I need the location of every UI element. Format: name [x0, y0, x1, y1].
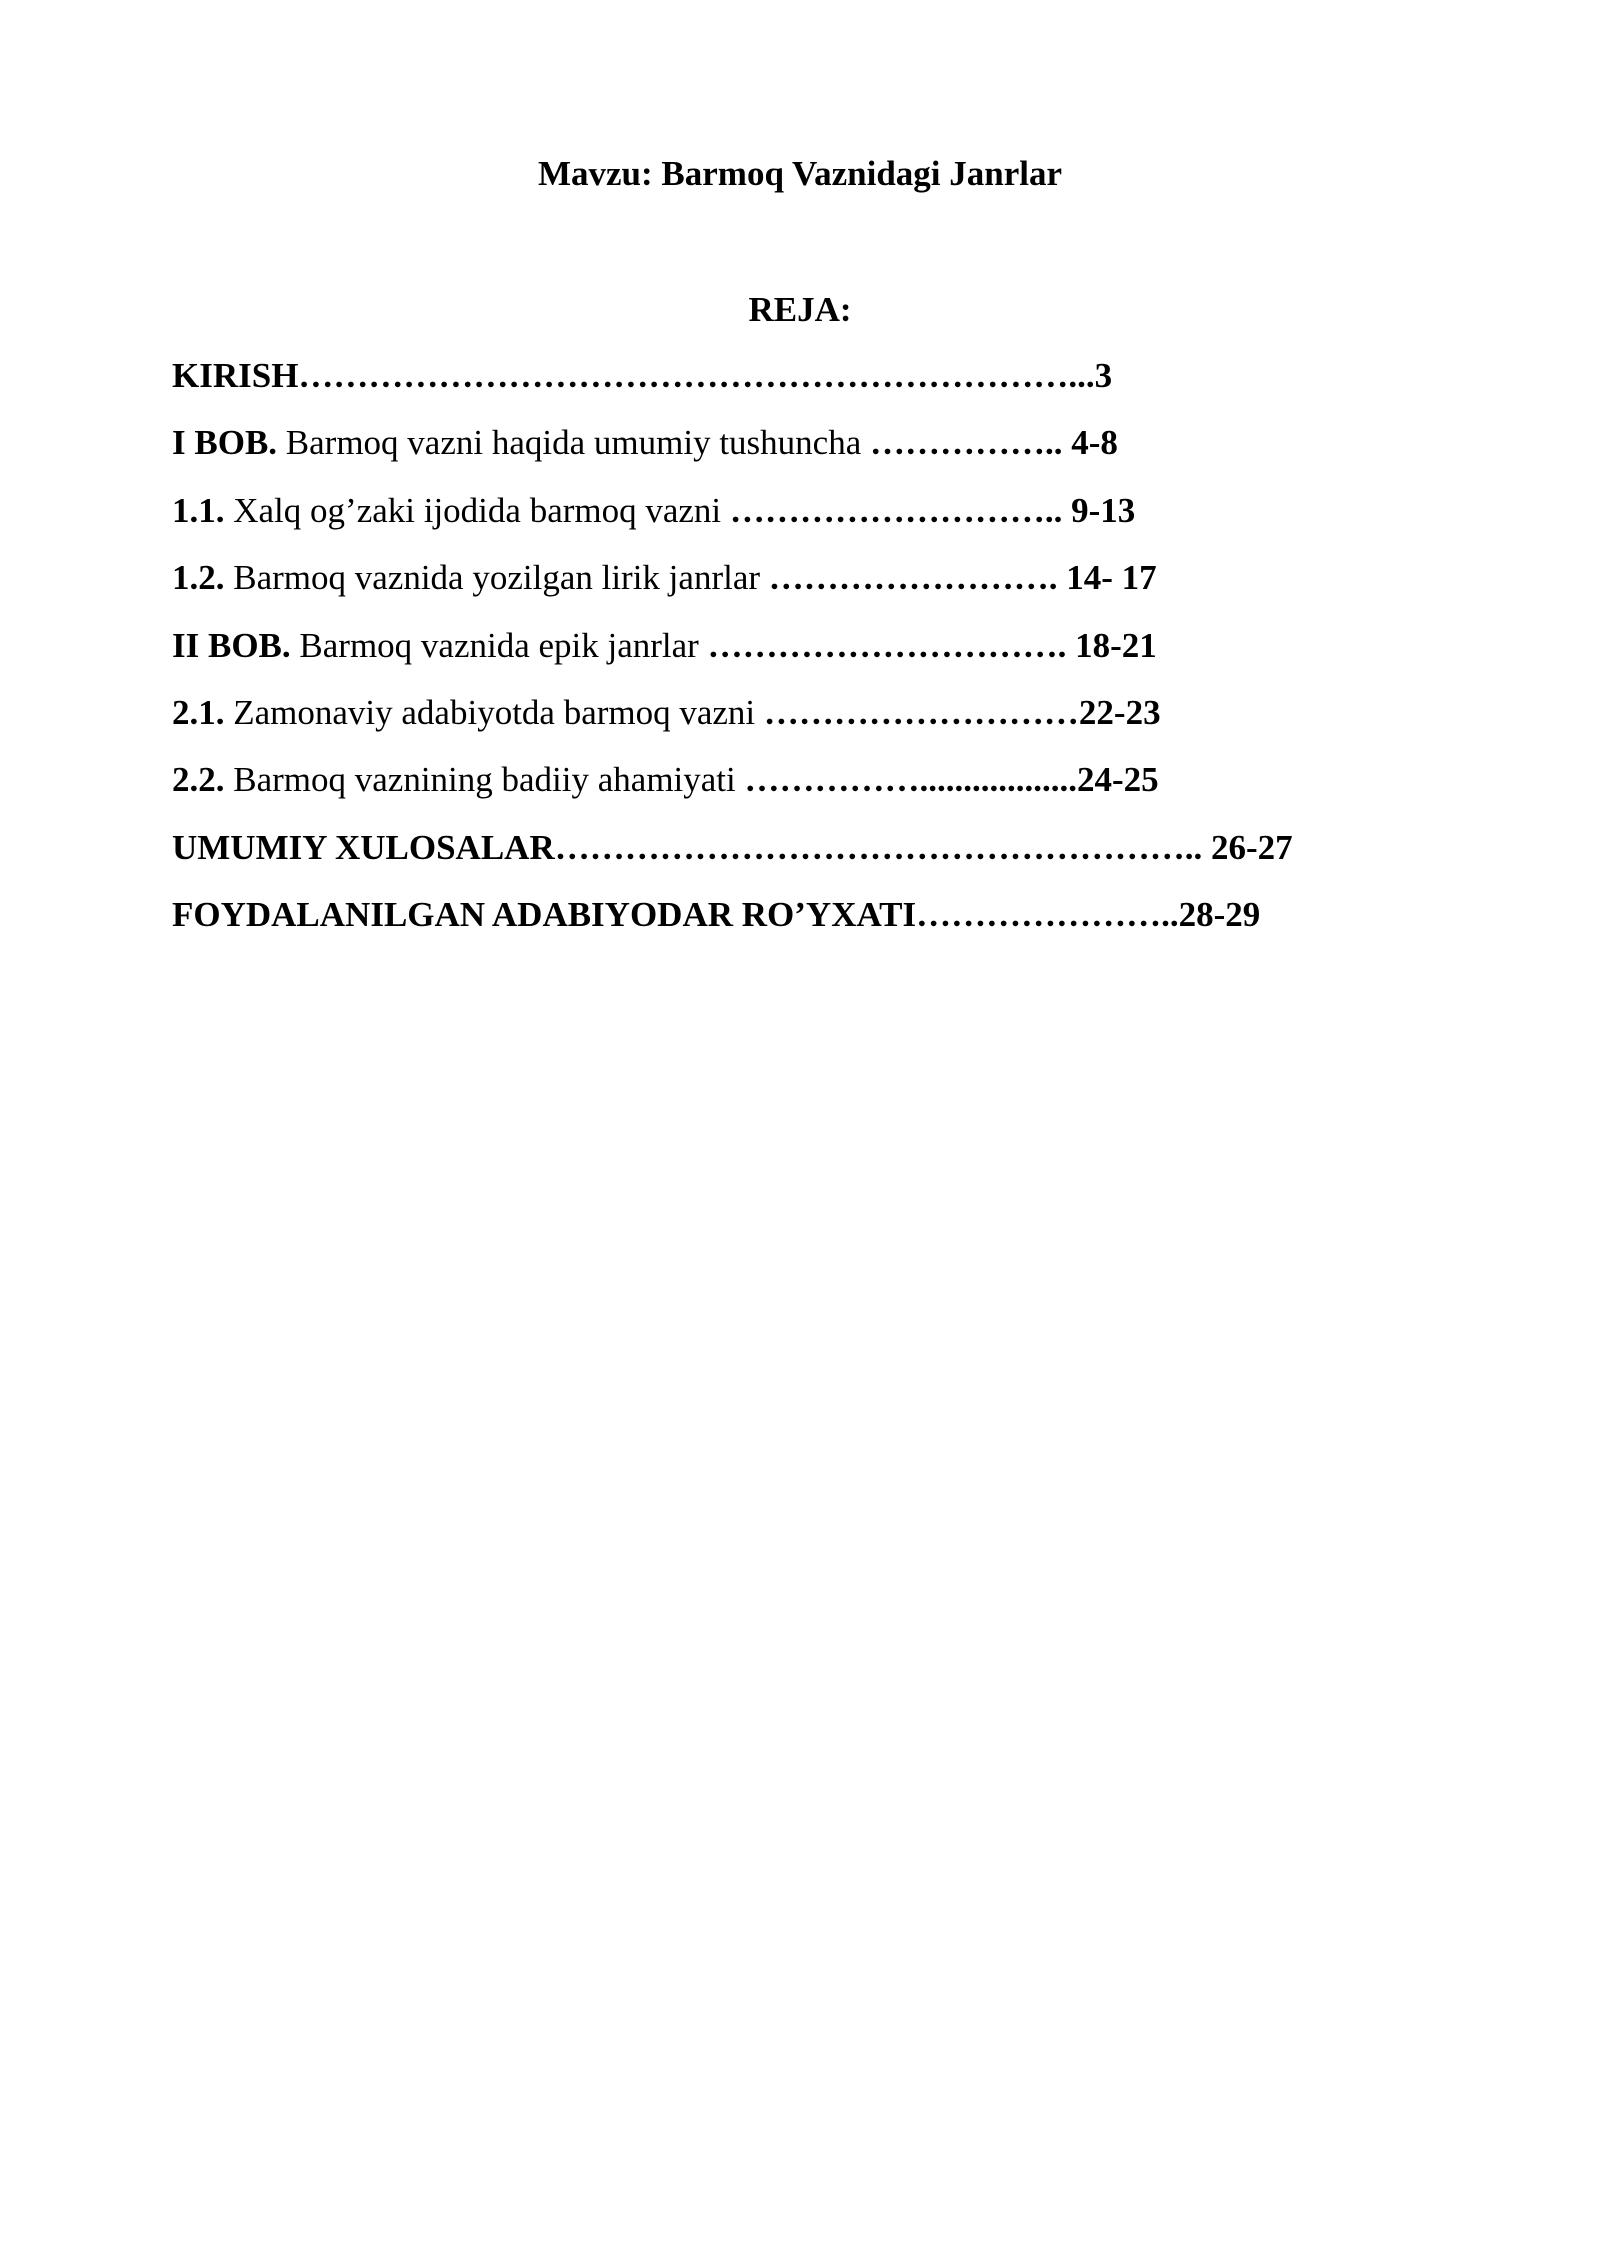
toc-entry-label: 1.1.	[172, 490, 225, 530]
table-of-contents	[172, 354, 1472, 961]
toc-entry-page: ……………..................24-25	[744, 760, 1159, 800]
toc-entry-text: Barmoq vaznida yozilgan lirik janrlar	[224, 558, 769, 598]
toc-entry-text: Xalq og’zaki ijodida barmoq vazni	[224, 490, 730, 530]
toc-entry-text: Barmoq vaznining badiiy ahamiyati	[224, 760, 745, 800]
toc-entry-text: Barmoq vazni haqida umumiy tushuncha	[277, 423, 870, 463]
toc-entry-2-2	[172, 758, 1472, 825]
toc-entry-text: Zamonaviy adabiyotda barmoq vazni	[224, 692, 764, 732]
toc-entry-chapter-2	[172, 624, 1472, 691]
toc-entry-conclusions	[172, 826, 1472, 893]
toc-entry-label: 1.2.	[172, 558, 225, 598]
toc-entry-chapter-1	[172, 421, 1472, 488]
plan-heading: REJA:	[748, 290, 852, 329]
toc-entry-page: ……………………….. 9-13	[729, 490, 1136, 530]
toc-entry-page: …………………………. 18-21	[707, 625, 1157, 665]
toc-entry-text: FOYDALANILGAN ADABIYODAR RO’YXATI…………………..28-29	[172, 895, 1261, 935]
toc-entry-2-1	[172, 691, 1472, 758]
toc-entry-1-2	[172, 556, 1472, 623]
toc-entry-text: UMUMIY XULOSALAR……………………………………………….. 26-27	[172, 827, 1293, 867]
toc-entry-page: ………………………22-23	[763, 692, 1161, 732]
toc-entry-1-1	[172, 489, 1472, 556]
toc-entry-text: KIRISH…………………………………………………………...3	[172, 356, 1113, 395]
toc-entry-label: 2.1.	[172, 692, 225, 732]
toc-entry-references	[172, 893, 1472, 960]
toc-entry-kirish	[172, 354, 1472, 421]
toc-entry-text: Barmoq vaznida epik janrlar	[290, 625, 708, 665]
toc-entry-label: II BOB.	[172, 625, 291, 665]
toc-entry-label: I BOB.	[172, 423, 278, 463]
toc-entry-page: ……………………. 14- 17	[768, 558, 1157, 598]
document-title: Mavzu: Barmoq Vaznidagi Janrlar	[537, 154, 1063, 193]
toc-entry-label: 2.2.	[172, 760, 225, 800]
toc-entry-page: …………….. 4-8	[869, 423, 1118, 463]
